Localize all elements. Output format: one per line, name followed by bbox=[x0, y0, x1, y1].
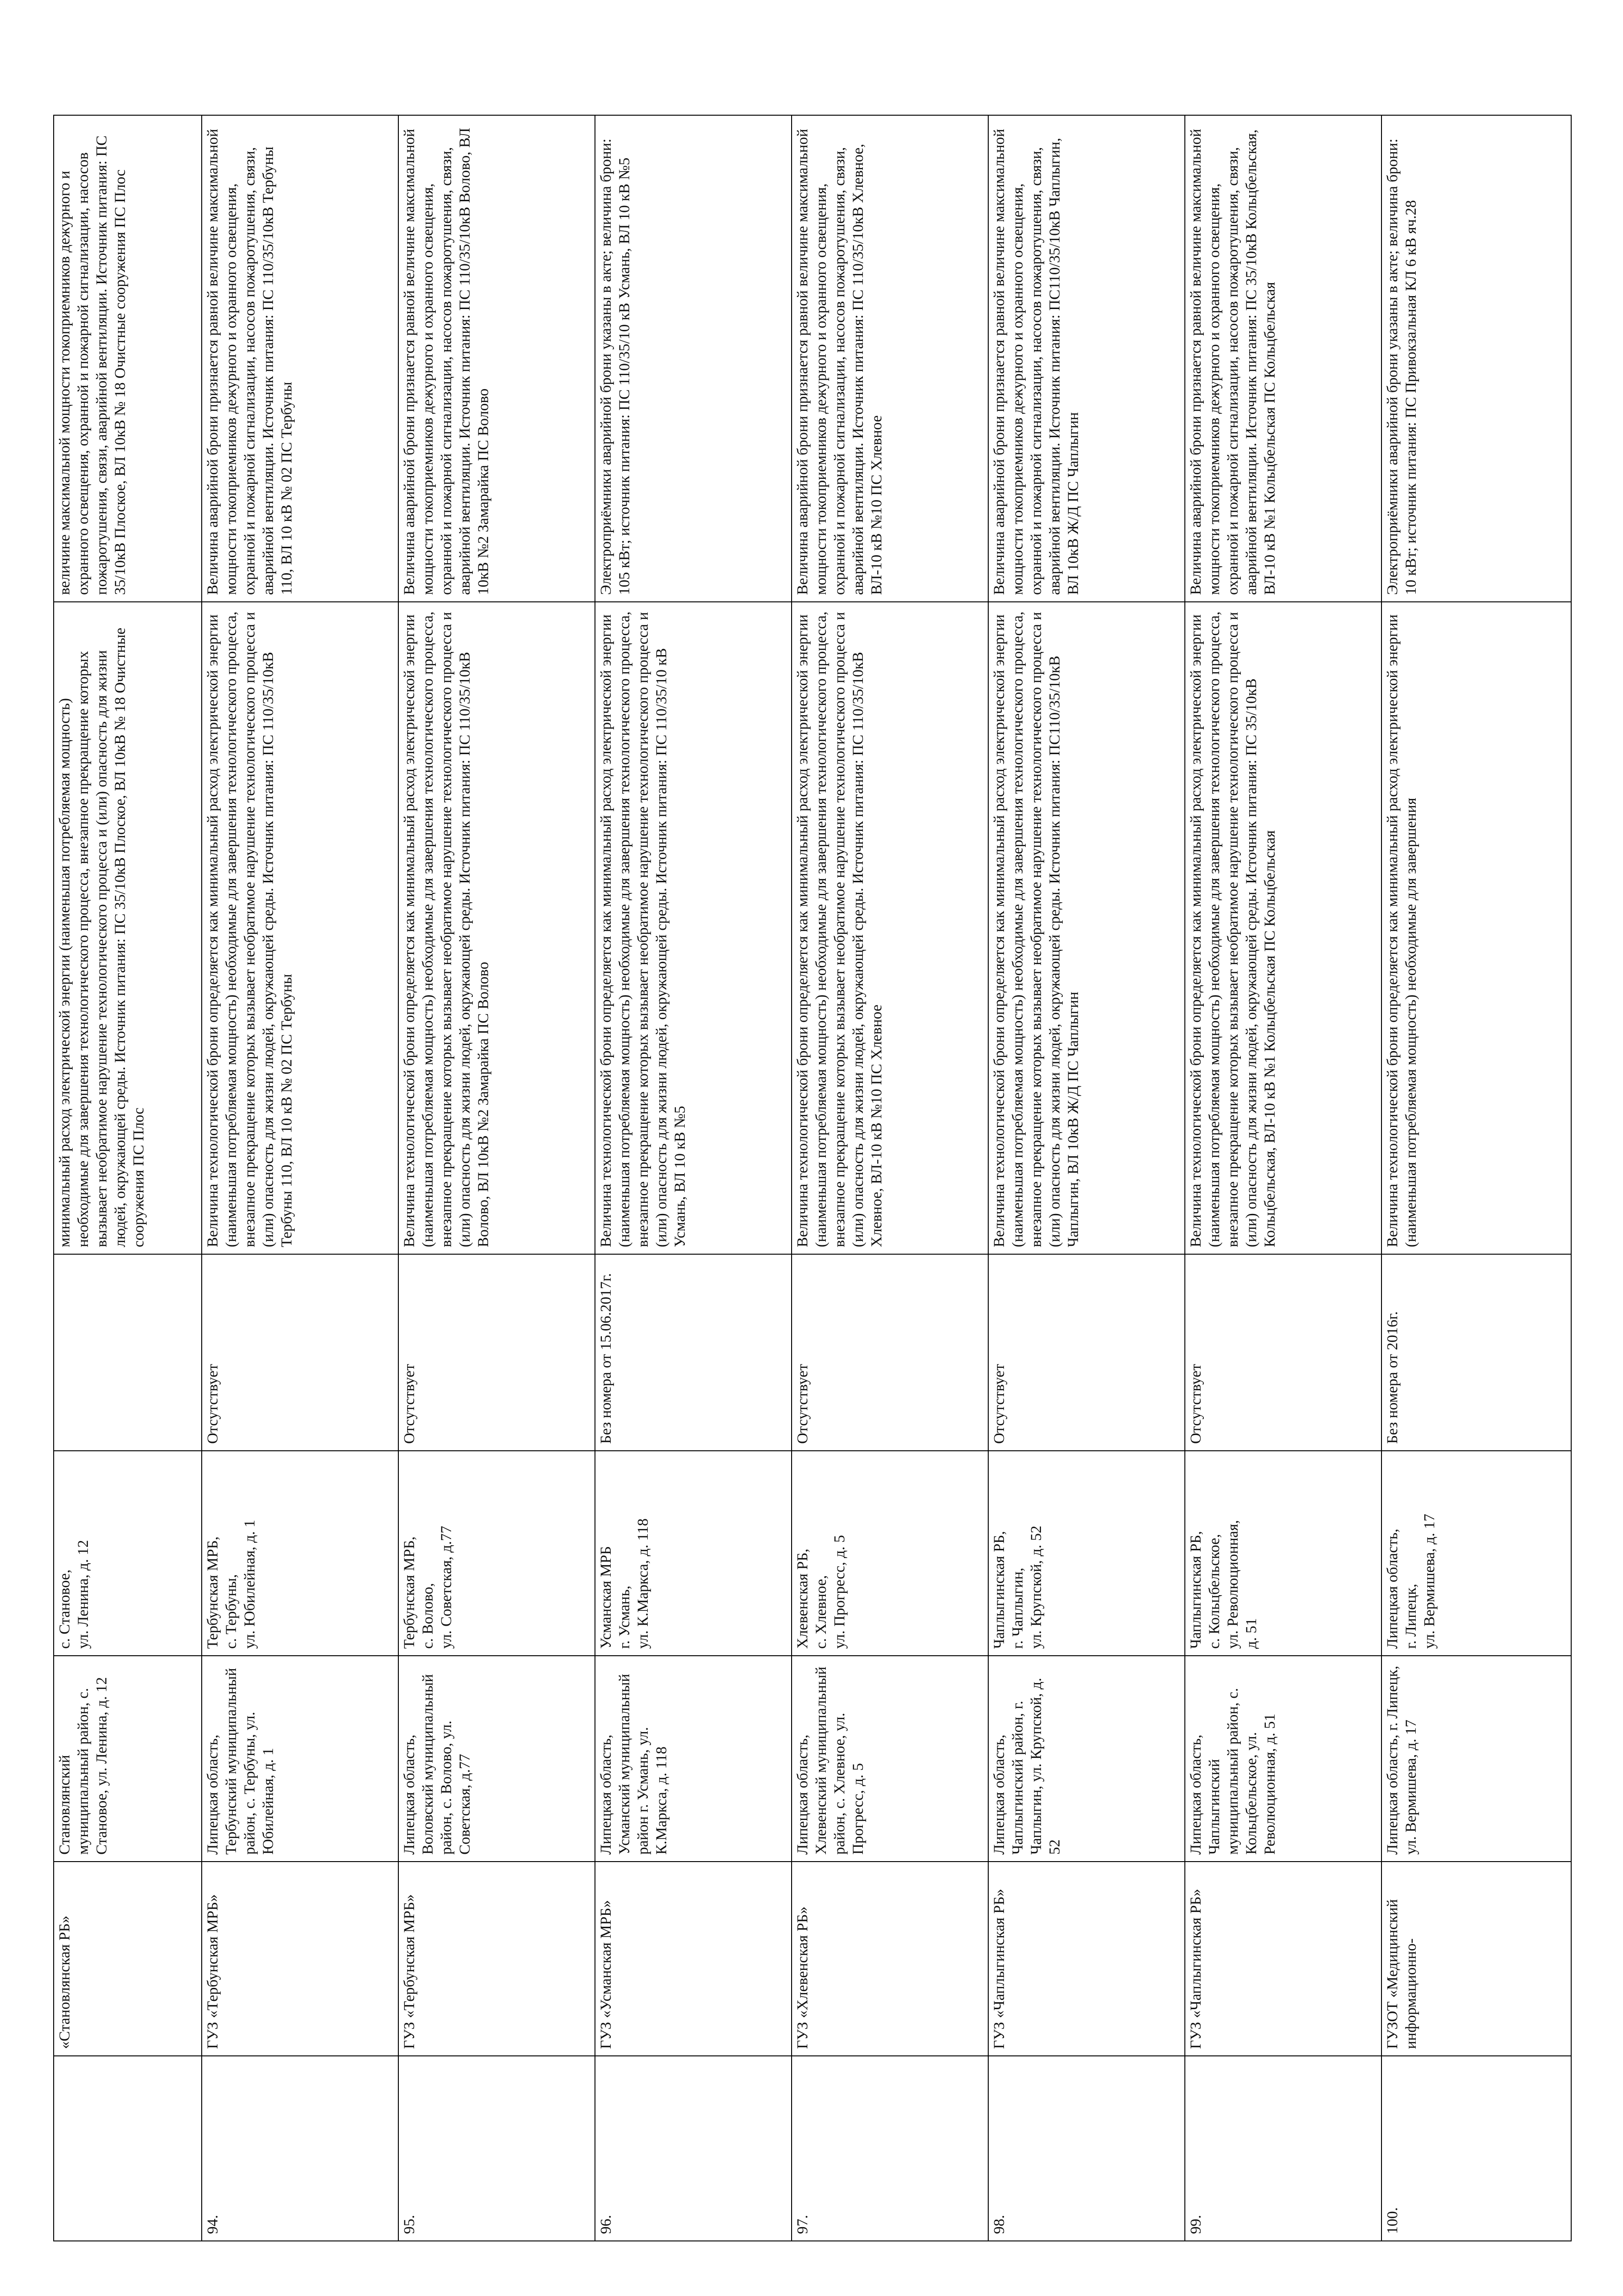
legal-address-text: Липецкая область, Усманский муниципальный район г. Усмань, ул. К.Маркса, д. 118 bbox=[598, 1674, 670, 1855]
reserve-act-text: Отсутствует bbox=[794, 1364, 811, 1444]
institution-name-text: ГУЗ «Чаплыгинская РБ» bbox=[1188, 1888, 1204, 2049]
emergency-reserve-text: Величина аварийной брони признается равной величине максимальной мощности токоприемников дежурного и охранного освещения, охранной и пожарной сигнализации, насосов пожаротушения, связи, аварийной вентиляции. Источник питания: ПС 110/35/10кВ Хлевное, ВЛ-10 кВ №10 ПС Хлевное bbox=[794, 129, 885, 595]
legal-address-cell bbox=[1381, 1656, 1571, 1862]
object-location-cell bbox=[54, 1451, 202, 1656]
object-location-text: Липецкая область, г. Липецк, ул. Вермишева, д. 17 bbox=[1384, 1514, 1438, 1649]
technological-reserve-cell bbox=[1381, 602, 1571, 1254]
row-number-cell bbox=[595, 2056, 792, 2241]
technological-reserve-text: Величина технологической брони определяется как минимальный расход электрической энергии (наименьшая потребляемая мощность) необходимые для завершения технологического процесса, внезапное прекращение которых вызывает необратимое нарушение технологического процесса и (или) опасность для жизни людей, окружающей среды. Источник питания: ПС 110/35/10кВ Волово, ВЛ 10кВ №2 Замарайка ПС Волово bbox=[401, 611, 492, 1247]
row-number-cell bbox=[988, 2056, 1185, 2241]
row-number-cell bbox=[202, 2056, 398, 2241]
reserve-act-cell bbox=[202, 1254, 398, 1451]
institution-name-text: ГУЗ «Хлевенская РБ» bbox=[794, 1906, 811, 2049]
emergency-reserve-cell bbox=[398, 115, 595, 602]
row-number-text: 95. bbox=[401, 2215, 418, 2234]
legal-address-text: Липецкая область, г. Липецк, ул. Вермишева, д. 17 bbox=[1384, 1665, 1419, 1855]
reserve-act-cell bbox=[595, 1254, 792, 1451]
emergency-reserve-text: Электроприёмники аварийной брони указаны в акте; величина брони: 10 кВт; источник питания: ПС Привокзальная КЛ 6 кВ яч.28 bbox=[1384, 138, 1419, 595]
table-row bbox=[202, 115, 398, 2241]
reserve-act-text: Отсутствует bbox=[401, 1364, 418, 1444]
legal-address-cell bbox=[398, 1656, 595, 1862]
object-location-cell bbox=[792, 1451, 988, 1656]
institution-name-cell bbox=[398, 1862, 595, 2056]
legal-address-text: Липецкая область, Тербунский муниципальный район, с. Тербуны, ул. Юбилейная, д. 1 bbox=[204, 1668, 277, 1855]
technological-reserve-cell bbox=[1185, 602, 1381, 1254]
technological-reserve-cell bbox=[54, 602, 202, 1254]
object-location-text: Тербунская МРБ, с. Волово, ул. Советская, д.77 bbox=[401, 1526, 455, 1649]
reserve-act-text: Отсутствует bbox=[204, 1364, 221, 1444]
technological-reserve-cell bbox=[595, 602, 792, 1254]
table-body bbox=[54, 115, 1571, 2241]
legal-address-text: Липецкая область, Чаплыгинский район, г. Чаплыгин, ул. Крупской, д. 52 bbox=[991, 1677, 1063, 1855]
emergency-reserve-cell bbox=[202, 115, 398, 602]
institution-name-cell bbox=[1381, 1862, 1571, 2056]
row-number-text: 98. bbox=[991, 2215, 1008, 2234]
row-number-text: 100. bbox=[1384, 2207, 1401, 2234]
reserve-act-cell bbox=[792, 1254, 988, 1451]
table-row bbox=[1185, 115, 1381, 2241]
object-location-text: Чаплыгинская РБ, с. Кольцбельское, ул. Революционная, д. 51 bbox=[1188, 1520, 1260, 1649]
emergency-reserve-cell bbox=[595, 115, 792, 602]
institution-name-cell bbox=[988, 1862, 1185, 2056]
legal-address-text: Липецкая область, Воловский муниципальный район, с. Волово, ул. Советская, д.77 bbox=[401, 1674, 473, 1855]
institution-name-cell bbox=[1185, 1862, 1381, 2056]
emergency-reserve-text: Величина аварийной брони признается равной величине максимальной мощности токоприемников дежурного и охранного освещения, охранной и пожарной сигнализации, насосов пожаротушения, связи, аварийной вентиляции. Источник питания: ПС 110/35/10кВ Волово, ВЛ 10кВ №2 Замарайка ПС Волово bbox=[401, 128, 492, 595]
table-row bbox=[595, 115, 792, 2241]
reserve-act-cell bbox=[1381, 1254, 1571, 1451]
emergency-reserve-cell bbox=[54, 115, 202, 602]
object-location-cell bbox=[1185, 1451, 1381, 1656]
legal-address-cell bbox=[988, 1656, 1185, 1862]
emergency-reserve-text: Величина аварийной брони признается равной величине максимальной мощности токоприемников дежурного и охранного освещения, охранной и пожарной сигнализации, насосов пожаротушения, связи, аварийной вентиляции. Источник питания: ПС 35/10кВ Кольцбельская, ВЛ-10 кВ №1 Кольцбельская ПС Кольцбельская bbox=[1188, 129, 1278, 595]
power-reserve-table bbox=[53, 115, 1572, 2241]
technological-reserve-cell bbox=[792, 602, 988, 1254]
reserve-act-cell bbox=[54, 1254, 202, 1451]
row-number-cell bbox=[1381, 2056, 1571, 2241]
institution-name-text: ГУЗОТ «Медицинский информационно- bbox=[1384, 1899, 1419, 2049]
emergency-reserve-cell bbox=[792, 115, 988, 602]
object-location-cell bbox=[988, 1451, 1185, 1656]
technological-reserve-cell bbox=[398, 602, 595, 1254]
row-number-cell bbox=[54, 2056, 202, 2241]
reserve-act-cell bbox=[398, 1254, 595, 1451]
technological-reserve-cell bbox=[988, 602, 1185, 1254]
legal-address-cell bbox=[1185, 1656, 1381, 1862]
institution-name-text: ГУЗ «Тербунская МРБ» bbox=[204, 1894, 221, 2049]
legal-address-cell bbox=[792, 1656, 988, 1862]
emergency-reserve-cell bbox=[988, 115, 1185, 602]
technological-reserve-text: Величина технологической брони определяется как минимальный расход электрической энергии (наименьшая потребляемая мощность) необходимые для завершения технологического процесса, внезапное прекращение которых вызывает необратимое нарушение технологического процесса и (или) опасность для жизни людей, окружающей среды. Источник питания: ПС 110/35/10кВ Тербуны 110, ВЛ 10 кВ № 02 ПС Тербуны bbox=[204, 611, 295, 1247]
reserve-act-cell bbox=[1185, 1254, 1381, 1451]
institution-name-text: ГУЗ «Чаплыгинская РБ» bbox=[991, 1888, 1008, 2049]
technological-reserve-text: Величина технологической брони определяется как минимальный расход электрической энергии (наименьшая потребляемая мощность) необходимые для завершения технологического процесса, внезапное прекращение которых вызывает необратимое нарушение технологического процесса и (или) опасность для жизни людей, окружающей среды. Источник питания: ПС 35/10кВ Кольцбельская, ВЛ-10 кВ №1 Кольцбельская ПС Кольцбельская bbox=[1188, 611, 1278, 1247]
object-location-text: Чаплыгинская РБ, г. Чаплыгин, ул. Крупской, д. 52 bbox=[991, 1525, 1045, 1649]
legal-address-text: Липецкая область, Чаплыгинский муниципальный район, с. Кольцбельское, ул. Революционная, д. 51 bbox=[1188, 1688, 1278, 1855]
emergency-reserve-text: Величина аварийной брони признается равной величине максимальной мощности токоприемников дежурного и охранного освещения, охранной и пожарной сигнализации, насосов пожаротушения, связи, аварийной вентиляции. Источник питания: ПС 110/35/10кВ Тербуны 110, ВЛ 10 кВ № 02 ПС Тербуны bbox=[204, 129, 295, 595]
object-location-text: с. Становое, ул. Ленина, д. 12 bbox=[56, 1540, 92, 1649]
legal-address-text: Липецкая область, Хлевенский муниципальный район, с. Хлевное, ул. Прогресс, д. 5 bbox=[794, 1666, 867, 1855]
technological-reserve-text: Величина технологической брони определяется как минимальный расход электрической энергии (наименьшая потребляемая мощность) необходимые для завершения технологического процесса, внезапное прекращение которых вызывает необратимое нарушение технологического процесса и (или) опасность для жизни людей, окружающей среды. Источник питания: ПС 110/35/10кВ Хлевное, ВЛ-10 кВ №10 ПС Хлевное bbox=[794, 611, 885, 1247]
row-number-text: 99. bbox=[1188, 2215, 1204, 2234]
institution-name-cell bbox=[792, 1862, 988, 2056]
object-location-cell bbox=[1381, 1451, 1571, 1656]
institution-name-text: ГУЗ «Усманская МРБ» bbox=[598, 1900, 614, 2049]
row-number-text: 94. bbox=[204, 2215, 221, 2234]
row-number-cell bbox=[1185, 2056, 1381, 2241]
legal-address-cell bbox=[595, 1656, 792, 1862]
technological-reserve-text: Величина технологической брони определяется как минимальный расход электрической энергии (наименьшая потребляемая мощность) необходимые для завершения технологического процесса, внезапное прекращение которых вызывает необратимое нарушение технологического процесса и (или) опасность для жизни людей, окружающей среды. Источник питания: ПС 110/35/10 кВ Усмань, ВЛ 10 кВ №5 bbox=[598, 611, 688, 1247]
object-location-text: Тербунская МРБ, с. Тербуны, ул. Юбилейная, д. 1 bbox=[204, 1520, 258, 1649]
row-number-cell bbox=[792, 2056, 988, 2241]
reserve-act-text: Отсутствует bbox=[1188, 1364, 1204, 1444]
emergency-reserve-text: величине максимальной мощности токоприемников дежурного и охранного освещения, охранной и пожарной сигнализации, насосов пожаротушения, связи, аварийной вентиляции. Источник питания: ПС 35/10кВ Плоское, ВЛ 10кВ № 18 Очистные сооружения ПС Плос bbox=[56, 135, 129, 595]
institution-name-cell bbox=[202, 1862, 398, 2056]
technological-reserve-text: Величина технологической брони определяется как минимальный расход электрической энергии (наименьшая потребляемая мощность) необходимые для завершения bbox=[1384, 614, 1419, 1247]
institution-name-text: «Становлянская РБ» bbox=[56, 1915, 73, 2049]
technological-reserve-cell bbox=[202, 602, 398, 1254]
institution-name-text: ГУЗ «Тербунская МРБ» bbox=[401, 1894, 418, 2049]
emergency-reserve-text: Величина аварийной брони признается равной величине максимальной мощности токоприемников дежурного и охранного освещения, охранной и пожарной сигнализации, насосов пожаротушения, связи, аварийной вентиляции. Источник питания: ПС110/35/10кВ Чаплыгин, ВЛ 10кВ Ж/Д ПС Чаплыгин bbox=[991, 129, 1082, 595]
object-location-text: Усманская МРБ г. Усмань, ул. К.Маркса, д. 118 bbox=[598, 1518, 651, 1649]
table-row bbox=[988, 115, 1185, 2241]
row-number-cell bbox=[398, 2056, 595, 2241]
emergency-reserve-cell bbox=[1185, 115, 1381, 602]
legal-address-cell bbox=[54, 1656, 202, 1862]
legal-address-text: Становлянский муниципальный район, с. Становое, ул. Ленина, д. 12 bbox=[56, 1677, 110, 1855]
reserve-act-cell bbox=[988, 1254, 1185, 1451]
emergency-reserve-cell bbox=[1381, 115, 1571, 602]
object-location-text: Хлевенская РБ, с. Хлевное, ул. Прогресс, д. 5 bbox=[794, 1535, 848, 1649]
table-row bbox=[398, 115, 595, 2241]
object-location-cell bbox=[595, 1451, 792, 1656]
rotated-table-wrapper bbox=[53, 116, 1571, 2241]
technological-reserve-text: минимальный расход электрической энергии (наименьшая потребляемая мощность) необходимые для завершения технологического процесса, внезапное прекращение которых вызывает необратимое нарушение технологического процесса и (или) опасность для жизни людей, окружающей среды. Источник питания: ПС 35/10кВ Плоское, ВЛ 10кВ № 18 Очистные сооружения ПС Плос bbox=[56, 627, 147, 1247]
table-row bbox=[792, 115, 988, 2241]
row-number-text: 97. bbox=[794, 2215, 811, 2234]
legal-address-cell bbox=[202, 1656, 398, 1862]
object-location-cell bbox=[202, 1451, 398, 1656]
reserve-act-text: Без номера от 15.06.2017г. bbox=[598, 1273, 614, 1444]
institution-name-cell bbox=[54, 1862, 202, 2056]
table-row bbox=[1381, 115, 1571, 2241]
reserve-act-text: Без номера от 2016г. bbox=[1384, 1311, 1401, 1444]
row-number-text: 96. bbox=[598, 2215, 614, 2234]
technological-reserve-text: Величина технологической брони определяется как минимальный расход электрической энергии (наименьшая потребляемая мощность) необходимые для завершения технологического процесса, внезапное прекращение которых вызывает необратимое нарушение технологического процесса и (или) опасность для жизни людей, окружающей среды. Источник питания: ПС110/35/10кВ Чаплыгин, ВЛ 10кВ Ж/Д ПС Чаплыгин bbox=[991, 611, 1082, 1247]
institution-name-cell bbox=[595, 1862, 792, 2056]
table-row bbox=[54, 115, 202, 2241]
reserve-act-text: Отсутствует bbox=[991, 1364, 1008, 1444]
object-location-cell bbox=[398, 1451, 595, 1656]
emergency-reserve-text: Электроприёмники аварийной брони указаны в акте; величина брони: 105 кВт; источник питания: ПС 110/35/10 кВ Усмань, ВЛ 10 кВ №5 bbox=[598, 138, 633, 595]
